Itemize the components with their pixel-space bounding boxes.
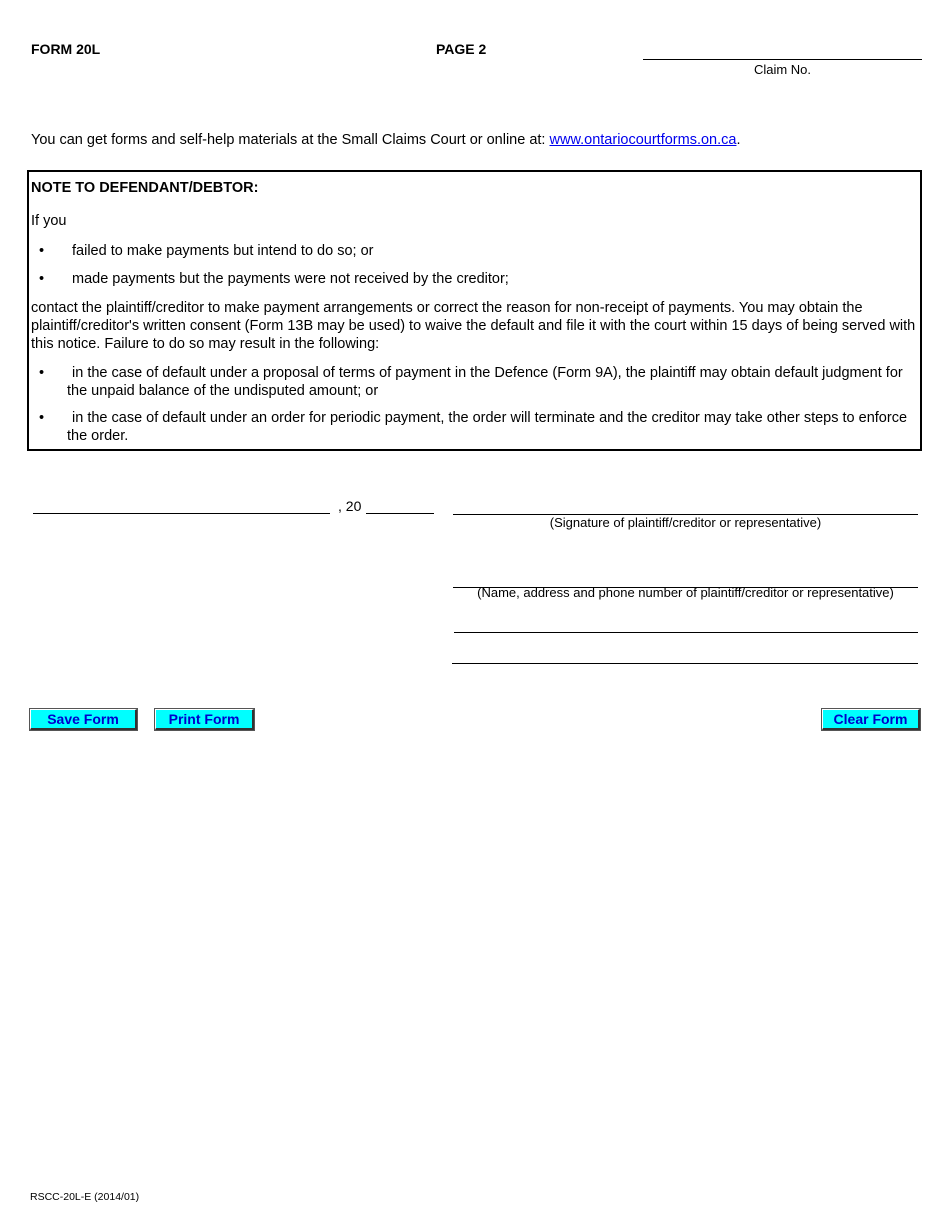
intro-text-after-link: . <box>736 132 741 148</box>
phone-line-field[interactable] <box>452 663 918 664</box>
page-number: PAGE 2 <box>436 41 487 57</box>
note-title: NOTE TO DEFENDANT/DEBTOR: <box>31 180 259 196</box>
claim-number-label: Claim No. <box>753 62 812 77</box>
clear-form-button[interactable]: Clear Form <box>822 709 920 730</box>
print-form-button[interactable]: Print Form <box>155 709 254 730</box>
condition-text: failed to make payments but intend to do so; or <box>72 243 374 259</box>
consequence-text: in the case of default under an order for periodic payment, the order will terminate and the creditor may take other steps to enforce the order. <box>67 410 908 444</box>
consequence-item <box>29 409 914 445</box>
form-code-footer: RSCC-20L-E (2014/01) <box>30 1191 140 1203</box>
note-to-defendant-box <box>27 170 922 451</box>
date-field[interactable] <box>33 513 330 514</box>
consequence-item <box>29 364 914 400</box>
bullet-icon: • <box>39 365 45 381</box>
bullet-icon: • <box>39 410 45 426</box>
condition-item <box>29 242 914 260</box>
signature-label: (Signature of plaintiff/creditor or representative) <box>549 515 822 530</box>
bullet-icon: • <box>39 271 45 287</box>
note-if-you: If you <box>31 213 67 229</box>
save-form-button[interactable]: Save Form <box>30 709 137 730</box>
form-number: FORM 20L <box>31 41 101 57</box>
bullet-icon: • <box>39 243 45 259</box>
condition-item <box>29 270 914 288</box>
year-prefix: , 20 <box>338 498 362 514</box>
condition-text: made payments but the payments were not received by the creditor; <box>72 271 509 287</box>
ontario-court-forms-link[interactable]: www.ontariocourtforms.on.ca <box>549 132 737 148</box>
intro-text-before-link: You can get forms and self-help materials at the Small Claims Court or online at: <box>31 132 550 148</box>
intro-text <box>31 132 741 148</box>
claim-number-field[interactable] <box>643 59 922 60</box>
address-line-field[interactable] <box>454 632 918 633</box>
year-field[interactable] <box>366 513 434 514</box>
consequence-text: in the case of default under a proposal of terms of payment in the Defence (Form 9A), the plaintiff may obtain default judgment for the unpaid balance of the undisputed amount; or <box>67 365 903 399</box>
name-address-label: (Name, address and phone number of plaintiff/creditor or representative) <box>477 585 894 600</box>
note-contact-text: contact the plaintiff/creditor to make payment arrangements or correct the reason for non-receipt of payments. You may obtain the plaintiff/creditor's written consent (Form 13B may be used) to waive the default and file it with the court within 15 days of being served with this notice. Failure to do so may result in the following: <box>31 300 916 352</box>
